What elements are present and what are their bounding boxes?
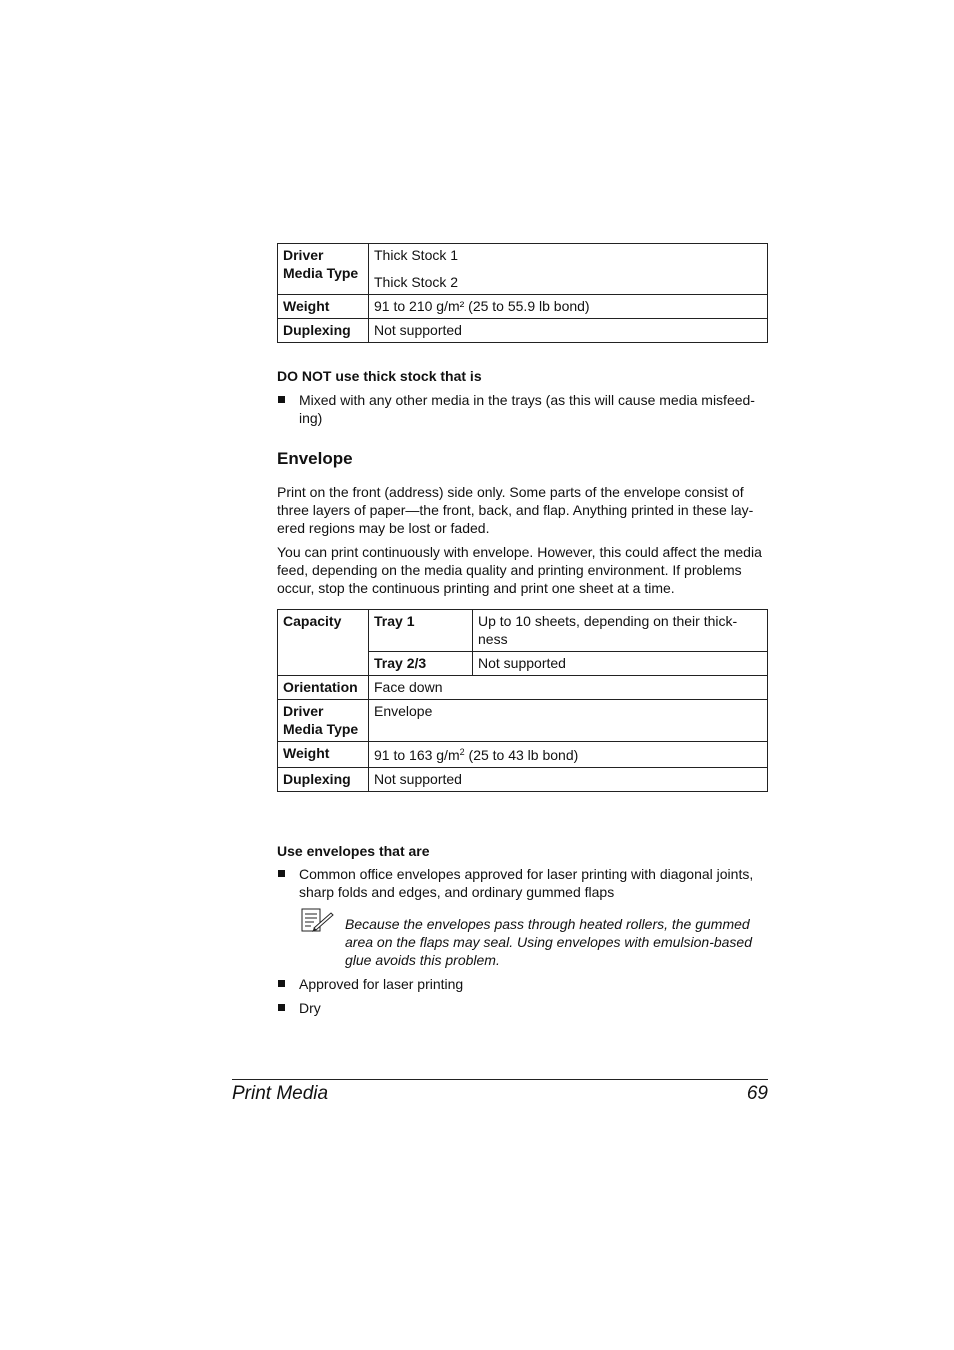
paragraph: Print on the front (address) side only. Some parts of the envelope consist of three layers of paper—the front, back, and flap. Anything printed in these lay-ered regions may be lost or faded. bbox=[277, 484, 754, 536]
list-item-text: Approved for laser printing bbox=[299, 976, 464, 992]
list-item-text: Mixed with any other media in the trays (as this will cause media misfeed-ing) bbox=[299, 392, 755, 426]
page-footer bbox=[232, 1079, 768, 1104]
media-type-value: Thick Stock 2 bbox=[374, 274, 459, 290]
media-type-value: Thick Stock 1 bbox=[374, 247, 459, 263]
row-label-duplexing: Duplexing bbox=[278, 319, 369, 343]
row-label-weight: Weight bbox=[278, 295, 369, 319]
footer-title: Print Media bbox=[232, 1083, 329, 1104]
section-heading-envelope: Envelope bbox=[277, 449, 353, 468]
weight-value bbox=[369, 742, 768, 768]
list-item-text: Dry bbox=[299, 1000, 321, 1016]
table-row bbox=[278, 700, 768, 742]
bullet-square-icon bbox=[278, 980, 285, 987]
table-row bbox=[278, 319, 768, 343]
row-label-driver-media-type: Driver Media Type bbox=[278, 700, 369, 742]
row-label-weight: Weight bbox=[278, 742, 369, 768]
table-row bbox=[278, 742, 768, 768]
paragraph: You can print continuously with envelope. However, this could affect the media feed, depending on the media quality and printing environment. If problems occur, stop the continuous printing and print one sheet at a time. bbox=[277, 544, 762, 596]
tray23-label: Tray 2/3 bbox=[369, 652, 473, 676]
page-number: 69 bbox=[746, 1083, 768, 1104]
note-block bbox=[277, 915, 768, 969]
bullet-square-icon bbox=[278, 870, 285, 877]
weight-value-bond: (25 to 43 lb bond) bbox=[464, 747, 579, 763]
bullet-square-icon bbox=[278, 396, 285, 403]
weight-value-superscript: 2 bbox=[459, 747, 465, 757]
row-label-orientation: Orientation bbox=[278, 676, 369, 700]
tray1-value: Up to 10 sheets, depending on their thick-ness bbox=[473, 610, 768, 652]
caution-heading: DO NOT use thick stock that is bbox=[277, 368, 482, 384]
list-item bbox=[277, 391, 768, 427]
table-row bbox=[278, 676, 768, 700]
table-row bbox=[278, 768, 768, 792]
page-content bbox=[277, 243, 768, 1017]
driver-media-type-values bbox=[369, 244, 768, 295]
note-pencil-icon bbox=[300, 908, 334, 934]
duplexing-value: Not supported bbox=[369, 768, 768, 792]
tray23-value: Not supported bbox=[473, 652, 768, 676]
driver-media-type-value: Envelope bbox=[369, 700, 768, 742]
table-row bbox=[278, 610, 768, 652]
row-label-capacity: Capacity bbox=[278, 610, 369, 676]
orientation-value: Face down bbox=[369, 676, 768, 700]
thick-stock-spec-table bbox=[277, 243, 768, 343]
use-envelopes-heading: Use envelopes that are bbox=[277, 843, 430, 859]
weight-value: 91 to 210 g/m² (25 to 55.9 lb bond) bbox=[369, 295, 768, 319]
list-item bbox=[277, 999, 768, 1017]
table-row bbox=[278, 295, 768, 319]
envelope-spec-table bbox=[277, 609, 768, 792]
bullet-square-icon bbox=[278, 1004, 285, 1011]
note-text: Because the envelopes pass through heated rollers, the gummed area on the flaps may seal. Using envelopes with emulsion-based glue avoids this problem. bbox=[345, 916, 753, 968]
list-item bbox=[277, 975, 768, 993]
duplexing-value: Not supported bbox=[369, 319, 768, 343]
table-row bbox=[278, 244, 768, 295]
weight-value-main: 91 to 163 g/m bbox=[374, 747, 460, 763]
list-item-text: Common office envelopes approved for laser printing with diagonal joints, sharp folds and edges, and ordinary gummed flaps bbox=[299, 866, 754, 900]
row-label-duplexing: Duplexing bbox=[278, 768, 369, 792]
tray1-label: Tray 1 bbox=[369, 610, 473, 652]
row-label-driver-media-type: Driver Media Type bbox=[278, 244, 369, 295]
list-item bbox=[277, 865, 768, 901]
